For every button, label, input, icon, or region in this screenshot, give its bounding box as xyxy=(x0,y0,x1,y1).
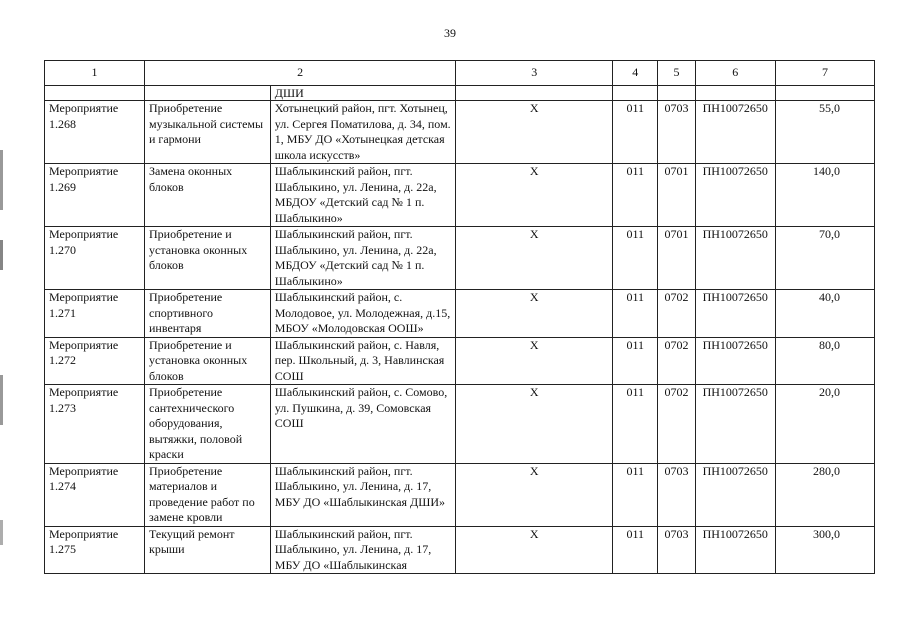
col4-cell: 011 xyxy=(613,526,658,574)
table-row xyxy=(45,463,875,526)
col5-cell: 0701 xyxy=(658,164,695,227)
location-cell: Шаблыкинский район, с. Сомово, ул. Пушкина, д. 39, Сомовская СОШ xyxy=(270,385,456,464)
scan-edge-mark xyxy=(0,375,3,425)
col5-cell: 0702 xyxy=(658,290,695,338)
col5-cell: 0703 xyxy=(658,526,695,574)
col4-cell: 011 xyxy=(613,164,658,227)
col6-cell: ПН10072650 xyxy=(695,164,775,227)
table-row xyxy=(45,290,875,338)
table-row xyxy=(45,227,875,290)
continuation-row xyxy=(45,86,875,101)
col4-cell: 011 xyxy=(613,385,658,464)
col3-cell: Х xyxy=(456,227,613,290)
col3-cell: Х xyxy=(456,164,613,227)
col4-cell: 011 xyxy=(613,101,658,164)
amount-cell: 140,0 xyxy=(775,164,874,227)
event-cell: Мероприятие 1.269 xyxy=(45,164,145,227)
table-row xyxy=(45,101,875,164)
description-cell: Приобретение сантехнического оборудования, вытяжки, половой краски xyxy=(145,385,271,464)
header-cell-6: 6 xyxy=(695,61,775,86)
event-cell: Мероприятие 1.274 xyxy=(45,463,145,526)
header-cell-3: 3 xyxy=(456,61,613,86)
col6-cell: ПН10072650 xyxy=(695,463,775,526)
amount-cell: 20,0 xyxy=(775,385,874,464)
location-cell: Шаблыкинский район, пгт. Шаблыкино, ул. Ленина, д. 17, МБУ ДО «Шаблыкинская xyxy=(270,526,456,574)
col3-cell: Х xyxy=(456,526,613,574)
description-cell: Замена оконных блоков xyxy=(145,164,271,227)
description-cell: Приобретение материалов и проведение работ по замене кровли xyxy=(145,463,271,526)
col3-cell: Х xyxy=(456,463,613,526)
col6-cell: ПН10072650 xyxy=(695,227,775,290)
col6-cell: ПН10072650 xyxy=(695,337,775,385)
col3-cell: Х xyxy=(456,290,613,338)
description-cell: Текущий ремонт крыши xyxy=(145,526,271,574)
event-cell: Мероприятие 1.275 xyxy=(45,526,145,574)
description-cell: Приобретение музыкальной системы и гармони xyxy=(145,101,271,164)
col6-cell: ПН10072650 xyxy=(695,385,775,464)
col3-cell: Х xyxy=(456,385,613,464)
event-cell: Мероприятие 1.272 xyxy=(45,337,145,385)
col6-cell: ПН10072650 xyxy=(695,101,775,164)
amount-cell: 300,0 xyxy=(775,526,874,574)
amount-cell: 55,0 xyxy=(775,101,874,164)
header-cell-7: 7 xyxy=(775,61,874,86)
event-cell: Мероприятие 1.273 xyxy=(45,385,145,464)
table-row xyxy=(45,385,875,464)
description-cell: Приобретение и установка оконных блоков xyxy=(145,227,271,290)
description-cell: Приобретение и установка оконных блоков xyxy=(145,337,271,385)
table-row xyxy=(45,337,875,385)
amount-cell: 80,0 xyxy=(775,337,874,385)
col5-cell: 0702 xyxy=(658,337,695,385)
col5-cell: 0701 xyxy=(658,227,695,290)
col4-cell: 011 xyxy=(613,337,658,385)
col5-cell: 0703 xyxy=(658,101,695,164)
location-cell: Шаблыкинский район, с. Молодовое, ул. Молодежная, д.15, МБОУ «Молодовская ООШ» xyxy=(270,290,456,338)
event-cell: Мероприятие 1.271 xyxy=(45,290,145,338)
amount-cell: 40,0 xyxy=(775,290,874,338)
header-cell-1: 1 xyxy=(45,61,145,86)
col6-cell: ПН10072650 xyxy=(695,290,775,338)
col5-cell: 0703 xyxy=(658,463,695,526)
col6-cell: ПН10072650 xyxy=(695,526,775,574)
description-cell: Приобретение спортивного инвентаря xyxy=(145,290,271,338)
scan-edge-mark xyxy=(0,240,3,270)
col3-cell: Х xyxy=(456,101,613,164)
col5-cell: 0702 xyxy=(658,385,695,464)
event-cell: Мероприятие 1.270 xyxy=(45,227,145,290)
col4-cell: 011 xyxy=(613,463,658,526)
col4-cell: 011 xyxy=(613,227,658,290)
header-cell-4: 4 xyxy=(613,61,658,86)
table-row xyxy=(45,164,875,227)
header-cell-2: 2 xyxy=(145,61,456,86)
amount-cell: 70,0 xyxy=(775,227,874,290)
page-number: 39 xyxy=(444,26,456,40)
location-cell: Хотынецкий район, пгт. Хотынец, ул. Сергея Поматилова, д. 34, пом. 1, МБУ ДО «Хотынецкая детская школа искусств» xyxy=(270,101,456,164)
scan-edge-mark xyxy=(0,520,3,545)
col3-cell: Х xyxy=(456,337,613,385)
location-cell: Шаблыкинский район, с. Навля, пер. Школьный, д. 3, Навлинская СОШ xyxy=(270,337,456,385)
col4-cell: 011 xyxy=(613,290,658,338)
continuation-text: ДШИ xyxy=(270,86,456,101)
location-cell: Шаблыкинский район, пгт. Шаблыкино, ул. Ленина, д. 22а, МБДОУ «Детский сад № 1 п. Шаблыкино» xyxy=(270,164,456,227)
location-cell: Шаблыкинский район, пгт. Шаблыкино, ул. Ленина, д. 17, МБУ ДО «Шаблыкинская ДШИ» xyxy=(270,463,456,526)
budget-table xyxy=(44,60,875,574)
scan-edge-mark xyxy=(0,150,3,210)
event-cell: Мероприятие 1.268 xyxy=(45,101,145,164)
header-cell-5: 5 xyxy=(658,61,695,86)
location-cell: Шаблыкинский район, пгт. Шаблыкино, ул. Ленина, д. 22а, МБДОУ «Детский сад № 1 п. Шаблыкино» xyxy=(270,227,456,290)
amount-cell: 280,0 xyxy=(775,463,874,526)
header-row xyxy=(45,61,875,86)
table-row xyxy=(45,526,875,574)
